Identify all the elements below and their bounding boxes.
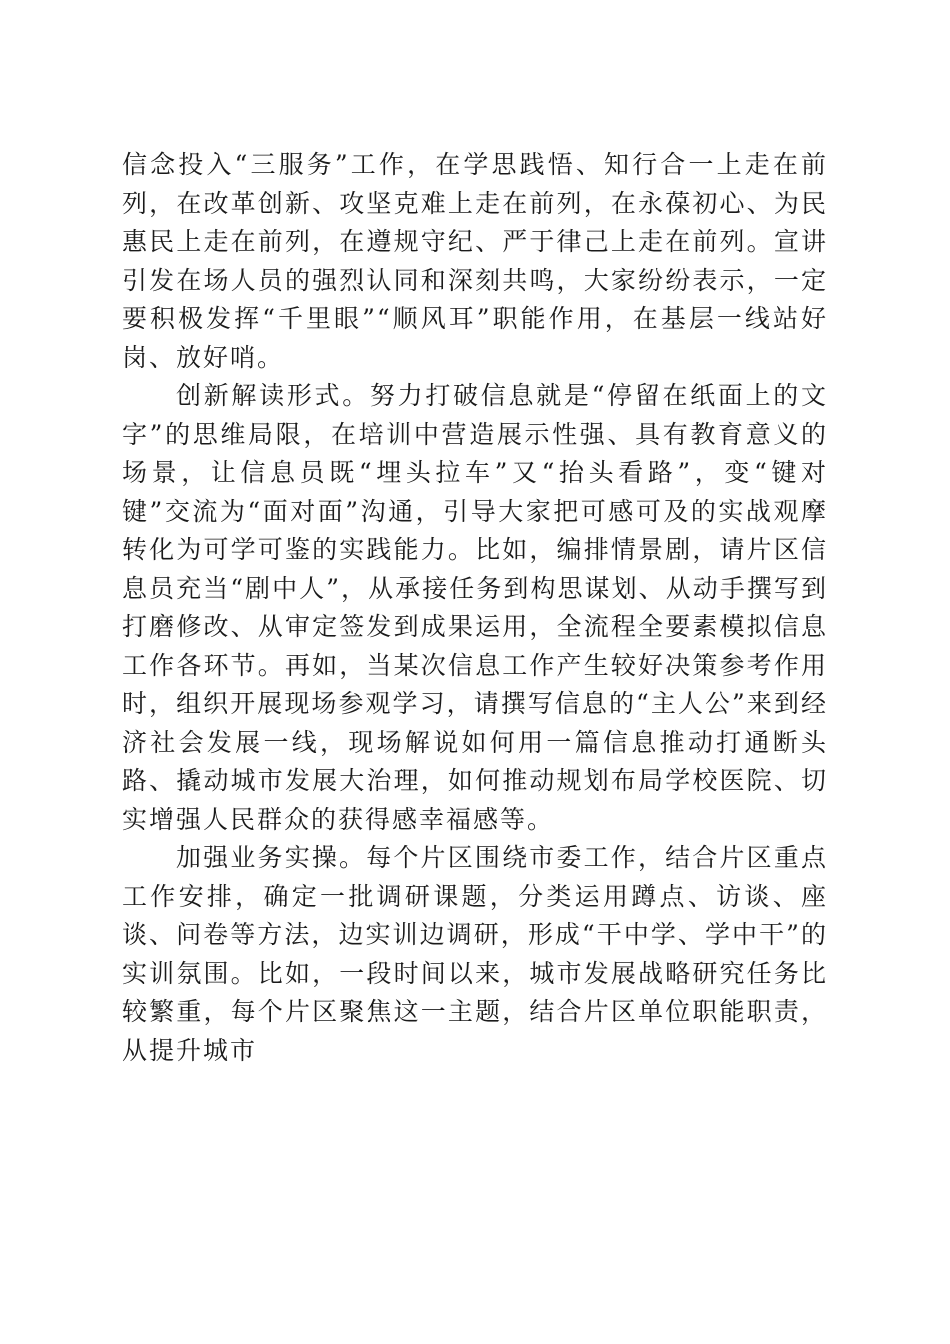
- paragraph-strengthen-practice: 加强业务实操。每个片区围绕市委工作，结合片区重点工作安排，确定一批调研课题，分类运用蹲点、访谈、座谈、问卷等方法，边实训边调研，形成“干中学、学中干”的实训氛围。比如，一段时间以来，城市发展战略研究任务比较繁重，每个片区聚焦这一主题，结合片区单位职能职责，从提升城市: [122, 843, 828, 1065]
- document-body: [122, 146, 828, 1070]
- paragraph-continuation: 信念投入“三服务”工作，在学思践悟、知行合一上走在前列，在改革创新、攻坚克难上走在前列，在永葆初心、为民惠民上走在前列，在遵规守纪、严于律己上走在前列。宣讲引发在场人员的强烈认同和深刻共鸣，大家纷纷表示，一定要积极发挥“千里眼”“顺风耳”职能作用，在基层一线站好岗、放好哨。: [122, 150, 828, 372]
- paragraph-innovate-interpretation: 创新解读形式。努力打破信息就是“停留在纸面上的文字”的思维局限，在培训中营造展示性强、具有教育意义的场景，让信息员既“埋头拉车”又“抬头看路”，变“键对键”交流为“面对面”沟通，引导大家把可感可及的实战观摩转化为可学可鉴的实践能力。比如，编排情景剧，请片区信息员充当“剧中人”，从承接任务到构思谋划、从动手撰写到打磨修改、从审定签发到成果运用，全流程全要素模拟信息工作各环节。再如，当某次信息工作产生较好决策参考作用时，组织开展现场参观学习，请撰写信息的“主人公”来到经济社会发展一线，现场解说如何用一篇信息推动打通断头路、撬动城市发展大治理，如何推动规划布局学校医院、切实增强人民群众的获得感幸福感等。: [122, 381, 828, 834]
